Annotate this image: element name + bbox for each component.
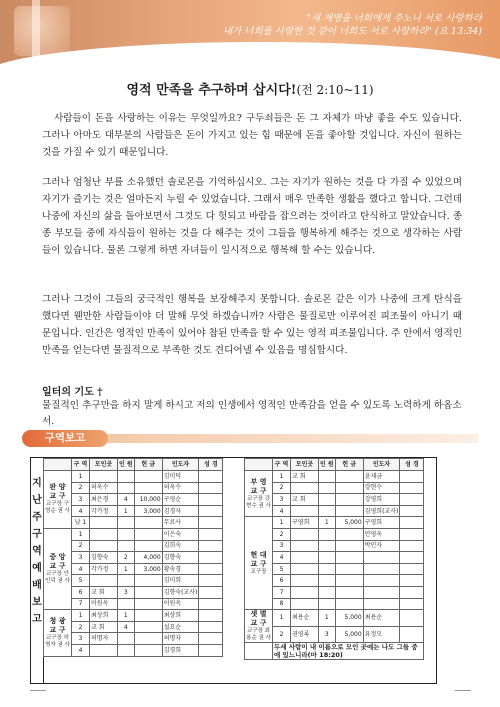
side-label-char: 구 [32, 529, 42, 540]
group-name: 중 앙 교 구 [49, 553, 66, 571]
table-header-cell: 구 역 [273, 459, 291, 471]
paragraph-3: 그러나 그것이 그들의 궁극적인 행복을 보장해주지 못합니다. 솔로몬 같은 이가 나중에 크게 탄식을 했다면 웬만한 사람들이야 더 말해 무엇 하겠습니까? 사람은 물질로만 이루어진 피조물이 아니기 때문입니다. 인간은 영적인 만족이 있어야 참된 만족을 할 수 있는 영적 피조물입니다. 주 안에서 영적인 만족을 얻는다면 물질적으로 부족한 것도 견디어낼 수 있음을 명심합시다. [42, 294, 462, 356]
cell-attendance [118, 575, 135, 587]
cell-place [291, 598, 319, 610]
cell-leader: 이은숙 [162, 528, 199, 540]
ribbon-decoration [32, 0, 40, 60]
cell-offering [134, 633, 162, 645]
cell-leader: 무료사 [162, 517, 199, 529]
table-row [44, 610, 223, 622]
banner-curve [0, 42, 500, 72]
cell-leader: 김미덕 [162, 471, 199, 483]
cell-attendance: 1 [118, 563, 135, 575]
cell-attendance [319, 598, 336, 610]
cell-offering [134, 471, 162, 483]
cell-place: 최은경 [90, 494, 118, 506]
cell-place: 허옥수 [90, 482, 118, 494]
paragraph-1: 사람들이 돈을 사랑하는 이유는 무엇일까요? 구두쇠들은 돈 그 자체가 마냥 좋을 수도 있습니다. 그러나 아마도 대부분의 사람들은 돈이 가지고 있는 힘 때문에 돈을 좋아할 것입니다. 자신이 원하는 것을 가질 수 있기 때문입니다. [42, 113, 462, 158]
cell-district: 2 [72, 540, 90, 552]
cell-district: 남 1 [72, 517, 90, 529]
cell-scripture [199, 494, 223, 506]
header-banner [0, 0, 500, 72]
group-cell [44, 471, 72, 529]
cell-place [90, 540, 118, 552]
group-name: 청 광 교 구 [49, 616, 66, 634]
report-table [30, 457, 437, 684]
cell-attendance: 3 [118, 586, 135, 598]
cell-attendance: 1 [319, 610, 336, 627]
cell-attendance [118, 517, 135, 529]
cell-scripture [400, 505, 424, 517]
cell-district: 2 [273, 528, 291, 540]
cell-attendance [319, 505, 336, 517]
cell-scripture [400, 482, 424, 494]
table-row [245, 471, 424, 483]
header-group-cell [245, 459, 273, 471]
cell-district: 1 [72, 528, 90, 540]
cell-place: 각가정 [90, 563, 118, 575]
cell-leader: 구영순 [162, 494, 199, 506]
cell-leader: 허명자 [162, 633, 199, 645]
group-cell [245, 471, 273, 517]
cell-offering [335, 598, 363, 610]
cell-leader [363, 586, 400, 598]
table-header-cell: 인 원 [118, 459, 135, 471]
cell-place [291, 586, 319, 598]
cell-offering [134, 575, 162, 587]
section-title: 구역보고 [22, 430, 108, 447]
closing-verse: 두세 사람이 내 이름으로 모인 곳에는 나도 그들 중에 있느니라(마 18:20) [273, 643, 424, 660]
cell-place [291, 482, 319, 494]
cell-place [291, 540, 319, 552]
cell-leader: 윤재금 [363, 471, 400, 483]
table-header-row [44, 459, 223, 471]
prayer-text: 물질적인 추구만을 하지 말게 하시고 저의 인생에서 영적인 만족감을 얻을 수 있도록 노력하게 하옵소서. [42, 400, 462, 427]
cell-offering [134, 644, 162, 656]
group-name: 판 양 교 구 [49, 483, 66, 501]
cell-attendance [118, 482, 135, 494]
cell-leader: 구영희 [363, 517, 400, 529]
cell-leader: 이원옥 [162, 598, 199, 610]
cell-scripture [400, 626, 424, 643]
side-label-char: 역 [32, 546, 42, 557]
cell-offering [134, 528, 162, 540]
cell-place [291, 575, 319, 587]
cell-offering: 5,000 [335, 626, 363, 643]
cell-district: 2 [273, 482, 291, 494]
cell-attendance [319, 586, 336, 598]
cell-leader: 김경희 [162, 644, 199, 656]
cell-scripture [199, 610, 223, 622]
cell-district: 4 [72, 505, 90, 517]
cell-district: 1 [273, 517, 291, 529]
header-verse [82, 12, 482, 38]
header-verse-line1: "새 계명을 너희에게 주노니 서로 사랑하라 [306, 13, 482, 24]
cell-place: 교 회 [90, 621, 118, 633]
crop-mark-left [30, 690, 46, 691]
cell-offering: 3,000 [134, 505, 162, 517]
cell-leader: 박민자 [363, 540, 400, 552]
cell-district: 2 [72, 621, 90, 633]
cell-offering [335, 505, 363, 517]
cell-scripture [199, 517, 223, 529]
cell-district: 6 [273, 575, 291, 587]
cell-place [291, 528, 319, 540]
cell-leader: 김희숙 [162, 540, 199, 552]
cell-place: 교 회 [291, 494, 319, 506]
cell-scripture [400, 517, 424, 529]
cell-leader: 황숙경 [162, 563, 199, 575]
cell-scripture [199, 633, 223, 645]
cell-leader [363, 563, 400, 575]
cell-attendance [118, 471, 135, 483]
cell-scripture [199, 586, 223, 598]
cell-place: 최용순 [291, 610, 319, 627]
cell-attendance [118, 644, 135, 656]
cell-district: 1 [72, 471, 90, 483]
group-sub: 교구장 안인덕 권 사 [45, 571, 70, 585]
table-header-row [245, 459, 424, 471]
cell-attendance [319, 575, 336, 587]
cell-leader: 김향숙 [162, 552, 199, 564]
cell-offering [335, 540, 363, 552]
cell-offering: 4,000 [134, 552, 162, 564]
cell-scripture [199, 528, 223, 540]
cell-scripture [400, 471, 424, 483]
cell-offering [335, 482, 363, 494]
cell-offering: 3,000 [134, 563, 162, 575]
cell-attendance: 4 [118, 621, 135, 633]
cell-district: 2 [72, 482, 90, 494]
cell-offering [335, 528, 363, 540]
group-cell [44, 610, 72, 656]
cell-attendance: 3 [319, 626, 336, 643]
side-label-char: 고 [32, 614, 42, 625]
cell-scripture [400, 552, 424, 564]
side-label-char: 지 [32, 478, 42, 489]
cell-place: 권영록 [291, 626, 319, 643]
side-label-char: 난 [32, 495, 42, 506]
cell-place: 허명자 [90, 633, 118, 645]
cell-attendance [118, 540, 135, 552]
cell-attendance [319, 494, 336, 506]
cell-district: 2 [273, 626, 291, 643]
cell-district: 3 [273, 540, 291, 552]
cell-offering [335, 575, 363, 587]
cell-place: 최상희 [90, 610, 118, 622]
cell-scripture [400, 575, 424, 587]
cell-district: 5 [273, 563, 291, 575]
cell-leader: 유정모 [363, 626, 400, 643]
cell-offering [134, 482, 162, 494]
cell-district: 1 [273, 610, 291, 627]
table-row [245, 517, 424, 529]
cell-scripture [400, 494, 424, 506]
closing-verse-row [245, 643, 424, 660]
cell-scripture [199, 540, 223, 552]
cell-offering [335, 563, 363, 575]
cell-offering [134, 610, 162, 622]
table-header-cell: 구 역 [72, 459, 90, 471]
cell-place [90, 517, 118, 529]
cell-scripture [400, 528, 424, 540]
cell-leader: 김경자 [162, 505, 199, 517]
group-cell [44, 528, 72, 609]
table-header-cell: 인도자 [363, 459, 400, 471]
table-header-cell: 인 원 [319, 459, 336, 471]
cell-place [291, 563, 319, 575]
cell-offering [335, 471, 363, 483]
table-header-cell: 인도자 [162, 459, 199, 471]
gift-box-image [14, 6, 70, 56]
cell-scripture [199, 575, 223, 587]
cell-district: 3 [72, 552, 90, 564]
cell-district: 4 [72, 644, 90, 656]
group-name: 부 영 교 구 [250, 477, 267, 495]
cell-attendance [118, 528, 135, 540]
cell-place [291, 552, 319, 564]
cell-district: 7 [72, 598, 90, 610]
section-bar [102, 434, 478, 443]
cell-attendance [319, 563, 336, 575]
cell-attendance: 4 [118, 494, 135, 506]
cell-attendance: 2 [118, 552, 135, 564]
cell-district: 4 [273, 552, 291, 564]
cell-leader: 김영희(교사) [363, 505, 400, 517]
cell-attendance [319, 482, 336, 494]
side-label-char: 예 [32, 563, 42, 574]
group-sub: 교구장 허명자 권 사 [45, 634, 70, 648]
cell-district: 4 [72, 563, 90, 575]
cell-leader: 최상희 [162, 610, 199, 622]
cell-offering: 5,000 [335, 610, 363, 627]
group-name: 현 대 교 구 [250, 550, 267, 568]
cell-attendance [319, 528, 336, 540]
cell-offering: 10,000 [134, 494, 162, 506]
group-cell [245, 517, 273, 610]
cell-attendance: 1 [118, 505, 135, 517]
cell-district: 6 [72, 586, 90, 598]
cell-leader [363, 552, 400, 564]
cell-place: 이원옥 [90, 598, 118, 610]
cell-offering [134, 598, 162, 610]
cell-leader: 강영희 [363, 494, 400, 506]
cell-scripture [400, 586, 424, 598]
cell-attendance [319, 552, 336, 564]
table-header-cell: 헌 금 [335, 459, 363, 471]
side-label-char: 보 [32, 597, 42, 608]
cell-attendance [319, 471, 336, 483]
cell-offering [335, 552, 363, 564]
cell-district: 8 [273, 598, 291, 610]
table-row [44, 528, 223, 540]
cell-district: 5 [72, 575, 90, 587]
cell-district: 4 [273, 505, 291, 517]
cell-leader [363, 598, 400, 610]
cell-district: 3 [273, 494, 291, 506]
cell-district: 3 [72, 494, 90, 506]
cell-attendance: 1 [319, 517, 336, 529]
cell-scripture [400, 598, 424, 610]
cell-scripture [400, 563, 424, 575]
cell-attendance: 1 [118, 610, 135, 622]
cell-scripture [199, 482, 223, 494]
cell-offering [335, 586, 363, 598]
cell-leader: 설요순 [162, 621, 199, 633]
cell-offering [134, 586, 162, 598]
cell-district: 1 [72, 610, 90, 622]
group-cell [245, 610, 273, 643]
report-table-right [244, 458, 424, 660]
cell-place: 교 회 [90, 586, 118, 598]
article-title [0, 79, 500, 98]
cell-place: 교 회 [291, 471, 319, 483]
cell-scripture [199, 644, 223, 656]
cell-scripture [199, 505, 223, 517]
cell-leader: 허옥수 [162, 482, 199, 494]
prayer-heading: 일터의 기도 † [42, 387, 103, 398]
cell-district: 3 [72, 633, 90, 645]
cell-offering: 5,000 [335, 517, 363, 529]
cell-scripture [199, 563, 223, 575]
report-table-left [43, 458, 223, 657]
cell-offering [134, 621, 162, 633]
cell-offering [335, 494, 363, 506]
crop-mark-right [455, 690, 471, 691]
side-label-char: 주 [32, 512, 42, 523]
cell-scripture [199, 471, 223, 483]
table-header-cell: 모인곳 [90, 459, 118, 471]
cell-leader: 최용순 [363, 610, 400, 627]
cell-district: 1 [273, 471, 291, 483]
cell-place [291, 505, 319, 517]
table-header-cell: 모인곳 [291, 459, 319, 471]
cell-scripture [199, 621, 223, 633]
article-title-text: 영적 만족을 추구하며 삽시다! [126, 83, 297, 98]
group-cell [245, 643, 273, 660]
cell-place [90, 528, 118, 540]
cell-scripture [400, 540, 424, 552]
table-header-cell: 성 경 [400, 459, 424, 471]
cell-place [90, 644, 118, 656]
section-header [22, 430, 478, 447]
cell-scripture [400, 610, 424, 627]
cell-leader: 김미희 [162, 575, 199, 587]
table-row [245, 610, 424, 627]
table-header-cell: 성 경 [199, 459, 223, 471]
cell-leader: 김향숙(교사) [162, 586, 199, 598]
cell-place: 구영희 [291, 517, 319, 529]
group-sub: 교구장 강현수 권 사 [246, 495, 271, 509]
group-name: 샛 별 교 구 [250, 610, 267, 628]
cell-attendance [319, 540, 336, 552]
header-group-cell [44, 459, 72, 471]
cell-place [90, 471, 118, 483]
cell-attendance [118, 633, 135, 645]
cell-district: 7 [273, 586, 291, 598]
group-sub: 교구장 [250, 568, 267, 575]
table-row [44, 471, 223, 483]
cell-leader [363, 575, 400, 587]
group-sub: 교구장 구영순 권 사 [45, 501, 70, 515]
header-verse-line2: 내가 너희를 사랑한 것 같이 너희도 서로 사랑하라" (요 13:34) [222, 26, 482, 37]
cell-offering [134, 540, 162, 552]
cell-leader: 안영옥 [363, 528, 400, 540]
cell-scripture [199, 552, 223, 564]
cell-place: 김향숙 [90, 552, 118, 564]
article-reference: (전 2:10~11) [296, 83, 374, 97]
cell-place [90, 575, 118, 587]
cell-leader: 강현수 [363, 482, 400, 494]
paragraph-2: 그러나 엄청난 부를 소유했던 솔로몬을 기억하십시오. 그는 자기가 원하는 것을 다 가질 수 있었으며 자기가 즐기는 것은 얼마든지 누릴 수 있었습니다. 그래서 매우 만족한 생활을 했다고 합니다. 그런데 나중에 자신의 삶을 돌아보면서 그것도 다 헛되고 바람을 잡으려는 것이라고 탄식하고 말았습니다. 종종 부모들 중에 자식들이 원하는 것을 다 해주는 것이 그들을 행복하게 해주는 것으로 생각하는 사람들이 있습니다. 물론 그렇게 하면 자녀들이 일시적으로 행복해 할 수는 있습니다. [42, 177, 462, 256]
cell-scripture [199, 598, 223, 610]
cell-attendance [118, 598, 135, 610]
side-label-char: 배 [32, 580, 42, 591]
group-sub: 교구장 최용순 권 사 [246, 628, 271, 642]
table-header-cell: 헌 금 [134, 459, 162, 471]
cell-place: 각가정 [90, 505, 118, 517]
cell-offering [134, 517, 162, 529]
